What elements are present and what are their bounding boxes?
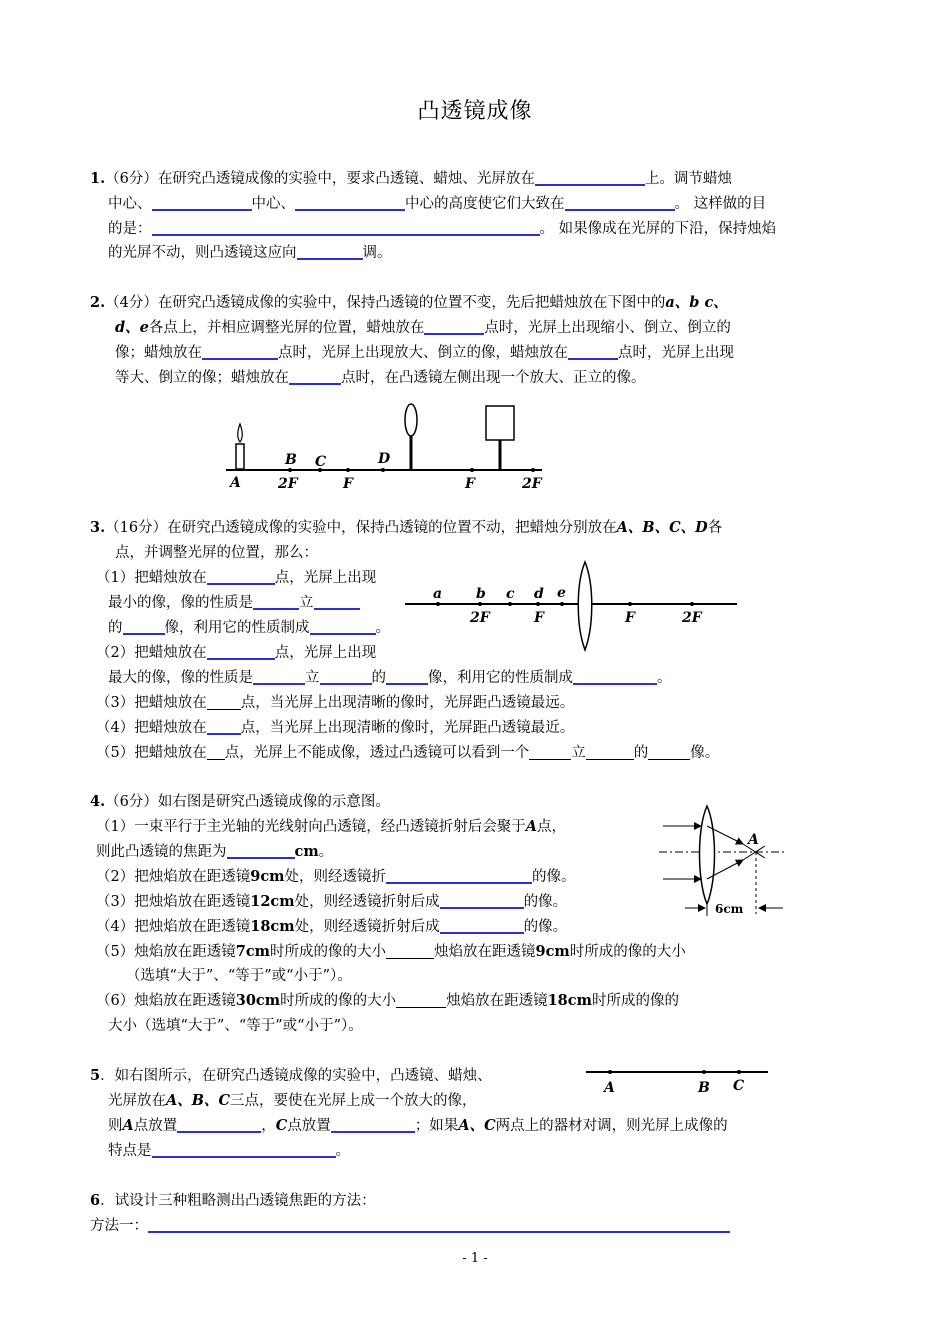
q2-score: （4分） xyxy=(105,295,158,311)
q3-blank-3[interactable] xyxy=(314,594,360,610)
q3-blank-8[interactable] xyxy=(320,669,372,685)
q3-line-1: 3.（16分）在研究凸透镜成像的实验中，保持凸透镜的位置不动，把蜡烛分别放在A、B、C、D各 xyxy=(90,519,723,536)
q5-label-A: A xyxy=(604,1080,615,1096)
q3-blank-14[interactable] xyxy=(529,745,571,760)
q4-part-1-line-1: （1）一束平行于主光轴的光线射向凸透镜，经凸透镜折射后会聚于A点， xyxy=(96,818,566,835)
q4-blank-6[interactable] xyxy=(396,993,446,1008)
q4-part-3: （3）把烛焰放在距透镜12cm处，则经透镜折射后成 的像。 xyxy=(96,893,568,910)
q1-blank-1[interactable] xyxy=(535,170,645,186)
q3-part-1-line-3: 的 像，利用它的性质制成 。 xyxy=(108,620,390,636)
q2-label-F-right: F xyxy=(465,476,475,492)
q6-number: 6 xyxy=(90,1192,101,1209)
q5-label-C: C xyxy=(733,1078,745,1094)
q2-point-dot xyxy=(531,468,535,472)
q4-blank-4[interactable] xyxy=(440,918,524,934)
q3-part-4: （4）把蜡烛放在 点，当光屏上出现清晰的像时，光屏距凸透镜最近。 xyxy=(96,720,575,736)
q3-label-b: b xyxy=(476,586,486,602)
q1-number: 1 xyxy=(90,170,101,187)
q5-line-4: 特点是 。 xyxy=(108,1143,350,1159)
q3-part-2-line-2: 最大的像，像的性质是 立 的 像，利用它的性质制成 。 xyxy=(108,670,672,686)
q3-point-dot xyxy=(478,602,482,606)
q2-number: 2 xyxy=(90,294,101,311)
q4-label-6cm: 6cm xyxy=(715,902,744,916)
q3-label-F-left: F xyxy=(534,610,544,626)
flame-icon xyxy=(238,424,243,442)
q2-blank-2[interactable] xyxy=(202,344,278,360)
q1-blank-3[interactable] xyxy=(295,195,405,211)
q3-label-2F-left: 2F xyxy=(470,610,490,626)
q2-point-dot xyxy=(470,468,474,472)
q4-label-A: A xyxy=(748,832,759,848)
q3-blank-7[interactable] xyxy=(253,669,305,685)
q3-part-3: （3）把蜡烛放在 点，当光屏上出现清晰的像时，光屏距凸透镜最远。 xyxy=(96,695,575,711)
refracted-ray-bottom-ext xyxy=(743,846,765,860)
q4-blank-3[interactable] xyxy=(440,893,524,909)
q5-point-dot xyxy=(608,1070,612,1074)
q3-blank-12[interactable] xyxy=(207,719,241,735)
q4-number: 4 xyxy=(90,793,101,810)
q5-blank-2[interactable] xyxy=(331,1117,415,1133)
q1-line-2: 中心、 中心、 中心的高度使它们大致在 。 这样做的目 xyxy=(108,196,767,212)
q3-label-e: e xyxy=(557,585,566,601)
q5-label-B: B xyxy=(698,1080,710,1096)
candle-icon xyxy=(236,444,244,469)
q2-label-2F-right: 2F xyxy=(522,476,542,492)
q2-label-2F-left: 2F xyxy=(278,476,298,492)
q2-blank-3[interactable] xyxy=(568,344,618,360)
q3-blank-9[interactable] xyxy=(386,669,428,685)
q3-blank-13[interactable] xyxy=(207,745,225,760)
q3-part-5: （5）把蜡烛放在 点，光屏上不能成像，透过凸透镜可以看到一个 立 的 像。 xyxy=(96,745,720,761)
q4-line-1: 4.（6分）如右图是研究凸透镜成像的示意图。 xyxy=(90,793,390,810)
q3-label-2F-right: 2F xyxy=(682,610,702,626)
lens-icon xyxy=(578,562,592,650)
q3-blank-15[interactable] xyxy=(586,745,634,760)
q3-figure xyxy=(400,556,745,656)
q3-number: 3 xyxy=(90,519,101,536)
q3-point-dot xyxy=(436,602,440,606)
q5-number: 5 xyxy=(90,1067,101,1084)
lens-icon xyxy=(700,806,715,904)
q5-point-dot xyxy=(737,1070,741,1074)
lens-icon xyxy=(405,404,417,436)
q2-blank-4[interactable] xyxy=(289,369,341,385)
q3-line-2: 点，并调整光屏的位置，那么： xyxy=(115,545,318,561)
q5-blank-1[interactable] xyxy=(177,1117,261,1133)
q3-label-a: a xyxy=(433,586,443,602)
q1-blank-2[interactable] xyxy=(152,195,252,211)
q6-line-1: 6．试设计三种粗略测出凸透镜焦距的方法： xyxy=(90,1192,376,1209)
q3-blank-2[interactable] xyxy=(253,594,299,610)
page-number: - 1 - xyxy=(462,1251,488,1266)
q3-blank-10[interactable] xyxy=(573,669,657,685)
q4-blank-2[interactable] xyxy=(386,868,532,884)
q3-part-1-line-2: 最小的像，像的性质是 立 xyxy=(108,593,360,613)
q3-point-dot xyxy=(628,602,632,606)
q2-line-3: 像；蜡烛放在 点时，光屏上出现放大、倒立的像，蜡烛放在 点时，光屏上出现 xyxy=(115,345,734,361)
q1-line-4: 的光屏不动，则凸透镜这应向 调。 xyxy=(108,245,392,261)
q4-blank-5[interactable] xyxy=(386,944,434,959)
q3-blank-16[interactable] xyxy=(648,745,690,760)
q4-part-6-line-1: （6）烛焰放在距透镜30cm时所成的像的大小 烛焰放在距透镜18cm时所成的像的 xyxy=(96,992,679,1009)
q2-line-4: 等大、倒立的像；蜡烛放在 点时，在凸透镜左侧出现一个放大、正立的像。 xyxy=(115,370,646,386)
q3-label-c: c xyxy=(506,586,515,602)
q2-point-dot xyxy=(381,468,385,472)
q1-blank-4[interactable] xyxy=(565,195,675,211)
q3-point-dot xyxy=(536,602,540,606)
q2-line-1: 2.（4分）在研究凸透镜成像的实验中，保持凸透镜的位置不变，先后把蜡烛放在下图中的a、b c、 xyxy=(90,294,728,311)
q4-part-5-line-1: （5）烛焰放在距透镜7cm时所成的像的大小 烛焰放在距透镜9cm时所成的像的大小 xyxy=(96,943,686,960)
q3-label-F-right: F xyxy=(625,610,635,626)
q2-point-dot xyxy=(288,468,292,472)
q5-blank-3[interactable] xyxy=(152,1142,336,1158)
q2-label-F-left: F xyxy=(343,476,353,492)
q3-blank-6[interactable] xyxy=(207,644,275,660)
q3-blank-5[interactable] xyxy=(310,619,376,635)
q2-line-2: d、e各点上，并相应调整光屏的位置，蜡烛放在 点时，光屏上出现缩小、倒立、倒立的 xyxy=(115,319,731,336)
q5-line-1: 5．如右图所示，在研究凸透镜成像的实验中，凸透镜、蜡烛、 xyxy=(90,1067,492,1084)
q4-blank-1[interactable] xyxy=(227,843,295,859)
q3-score: （16分） xyxy=(105,520,168,536)
q2-label-B: B xyxy=(285,452,297,468)
q4-part-4: （4）把烛焰放在距透镜18cm处，则经透镜折射后成 的像。 xyxy=(96,918,568,935)
q2-blank-1[interactable] xyxy=(424,319,484,335)
q2-figure xyxy=(220,398,550,496)
q1-score: （6分） xyxy=(105,171,158,187)
q4-score: （6分） xyxy=(105,794,158,810)
q2-label-D: D xyxy=(378,451,391,467)
q3-blank-4[interactable] xyxy=(123,619,165,635)
q6-line-2: 方法一： xyxy=(90,1216,730,1236)
q3-point-dot xyxy=(690,602,694,606)
q6-blank-1[interactable] xyxy=(148,1217,730,1233)
q1-blank-5[interactable] xyxy=(152,220,540,236)
q3-blank-11[interactable] xyxy=(207,695,241,710)
q5-line-3: 则A点放置 ，C点放置 ；如果A、C两点上的器材对调，则光屏上成像的 xyxy=(108,1117,728,1134)
q4-part-5-line-2: （选填“大于”、“等于”或“小于”）。 xyxy=(126,968,352,984)
q2-label-A: A xyxy=(230,475,241,491)
q4-part-2: （2）把烛焰放在距透镜9cm处，则经透镜折 的像。 xyxy=(96,868,576,885)
q4-part-1-line-2: 则此凸透镜的焦距为 cm。 xyxy=(96,843,334,860)
screen-icon xyxy=(486,406,514,440)
page-title: 凸透镜成像 xyxy=(417,99,533,124)
q2-point-dot xyxy=(346,468,350,472)
q3-part-2-line-1: （2）把蜡烛放在 点，光屏上出现 xyxy=(96,645,377,661)
q3-point-dot xyxy=(560,602,564,606)
q5-figure xyxy=(582,1062,772,1098)
q3-label-d: d xyxy=(534,586,544,602)
q3-blank-1[interactable] xyxy=(207,569,275,585)
q4-part-6-line-2: 大小（选填“大于”、“等于”或“小于”）。 xyxy=(108,1018,363,1034)
q2-label-C: C xyxy=(315,454,327,470)
q1-line-1: 1.（6分）在研究凸透镜成像的实验中，要求凸透镜、蜡烛、光屏放在 上。调节蜡烛 xyxy=(90,170,732,187)
q5-line-2: 光屏放在A、B、C三点，要使在光屏上成一个放大的像， xyxy=(108,1092,477,1109)
q3-part-1-line-1: （1）把蜡烛放在 点，光屏上出现 xyxy=(96,570,377,586)
q3-point-dot xyxy=(508,602,512,606)
q1-line-3: 的是： 。 如果像成在光屏的下沿，保持烛焰 xyxy=(108,221,777,237)
q5-point-dot xyxy=(702,1070,706,1074)
q1-blank-6[interactable] xyxy=(297,244,363,260)
q4-figure xyxy=(655,800,790,922)
